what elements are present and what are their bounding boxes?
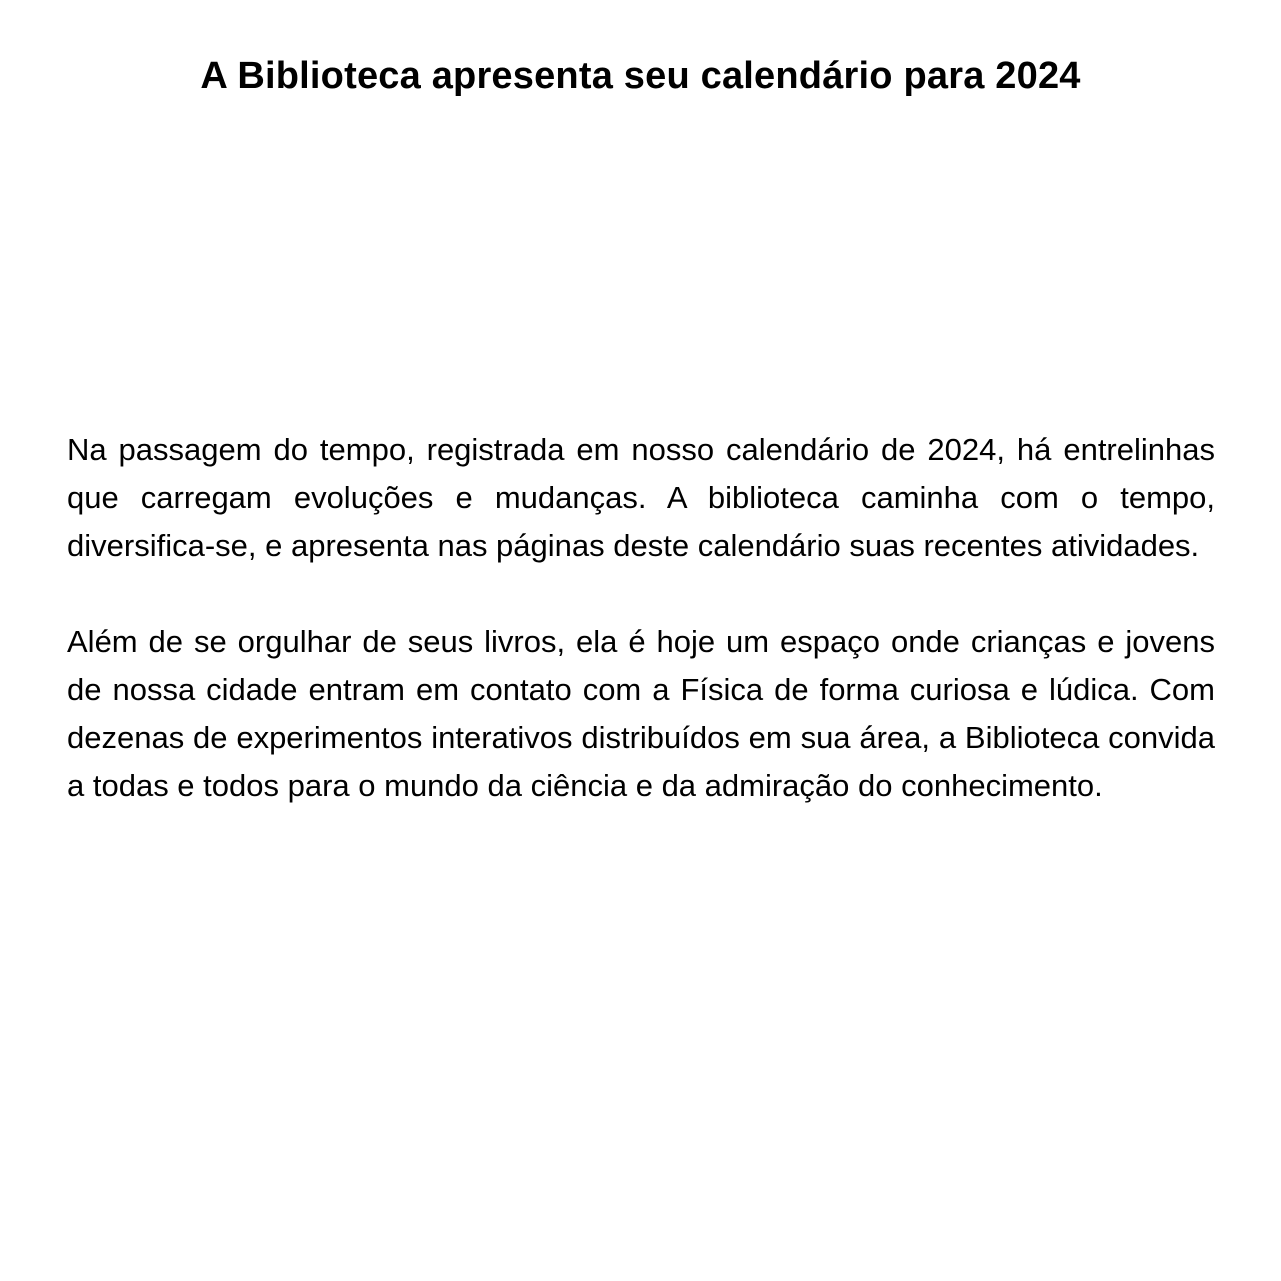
page-title: A Biblioteca apresenta seu calendário para 2024 <box>200 55 1081 98</box>
paragraph-details: Além de se orgulhar de seus livros, ela é hoje um espaço onde crianças e jovens de nossa cidade entram em contato com a Física de forma curiosa e lúdica. Com dezenas de experimentos interativos distribuídos em sua área, a Biblioteca convida a todas e todos para o mundo da ciência e da admiração do conhecimento. <box>67 624 1215 803</box>
document-body <box>67 426 1215 810</box>
paragraph-intro: Na passagem do tempo, registrada em nosso calendário de 2024, há entrelinhas que carregam evoluções e mudanças. A biblioteca caminha com o tempo, diversifica-se, e apresenta nas páginas deste calendário suas recentes atividades. <box>67 432 1215 563</box>
